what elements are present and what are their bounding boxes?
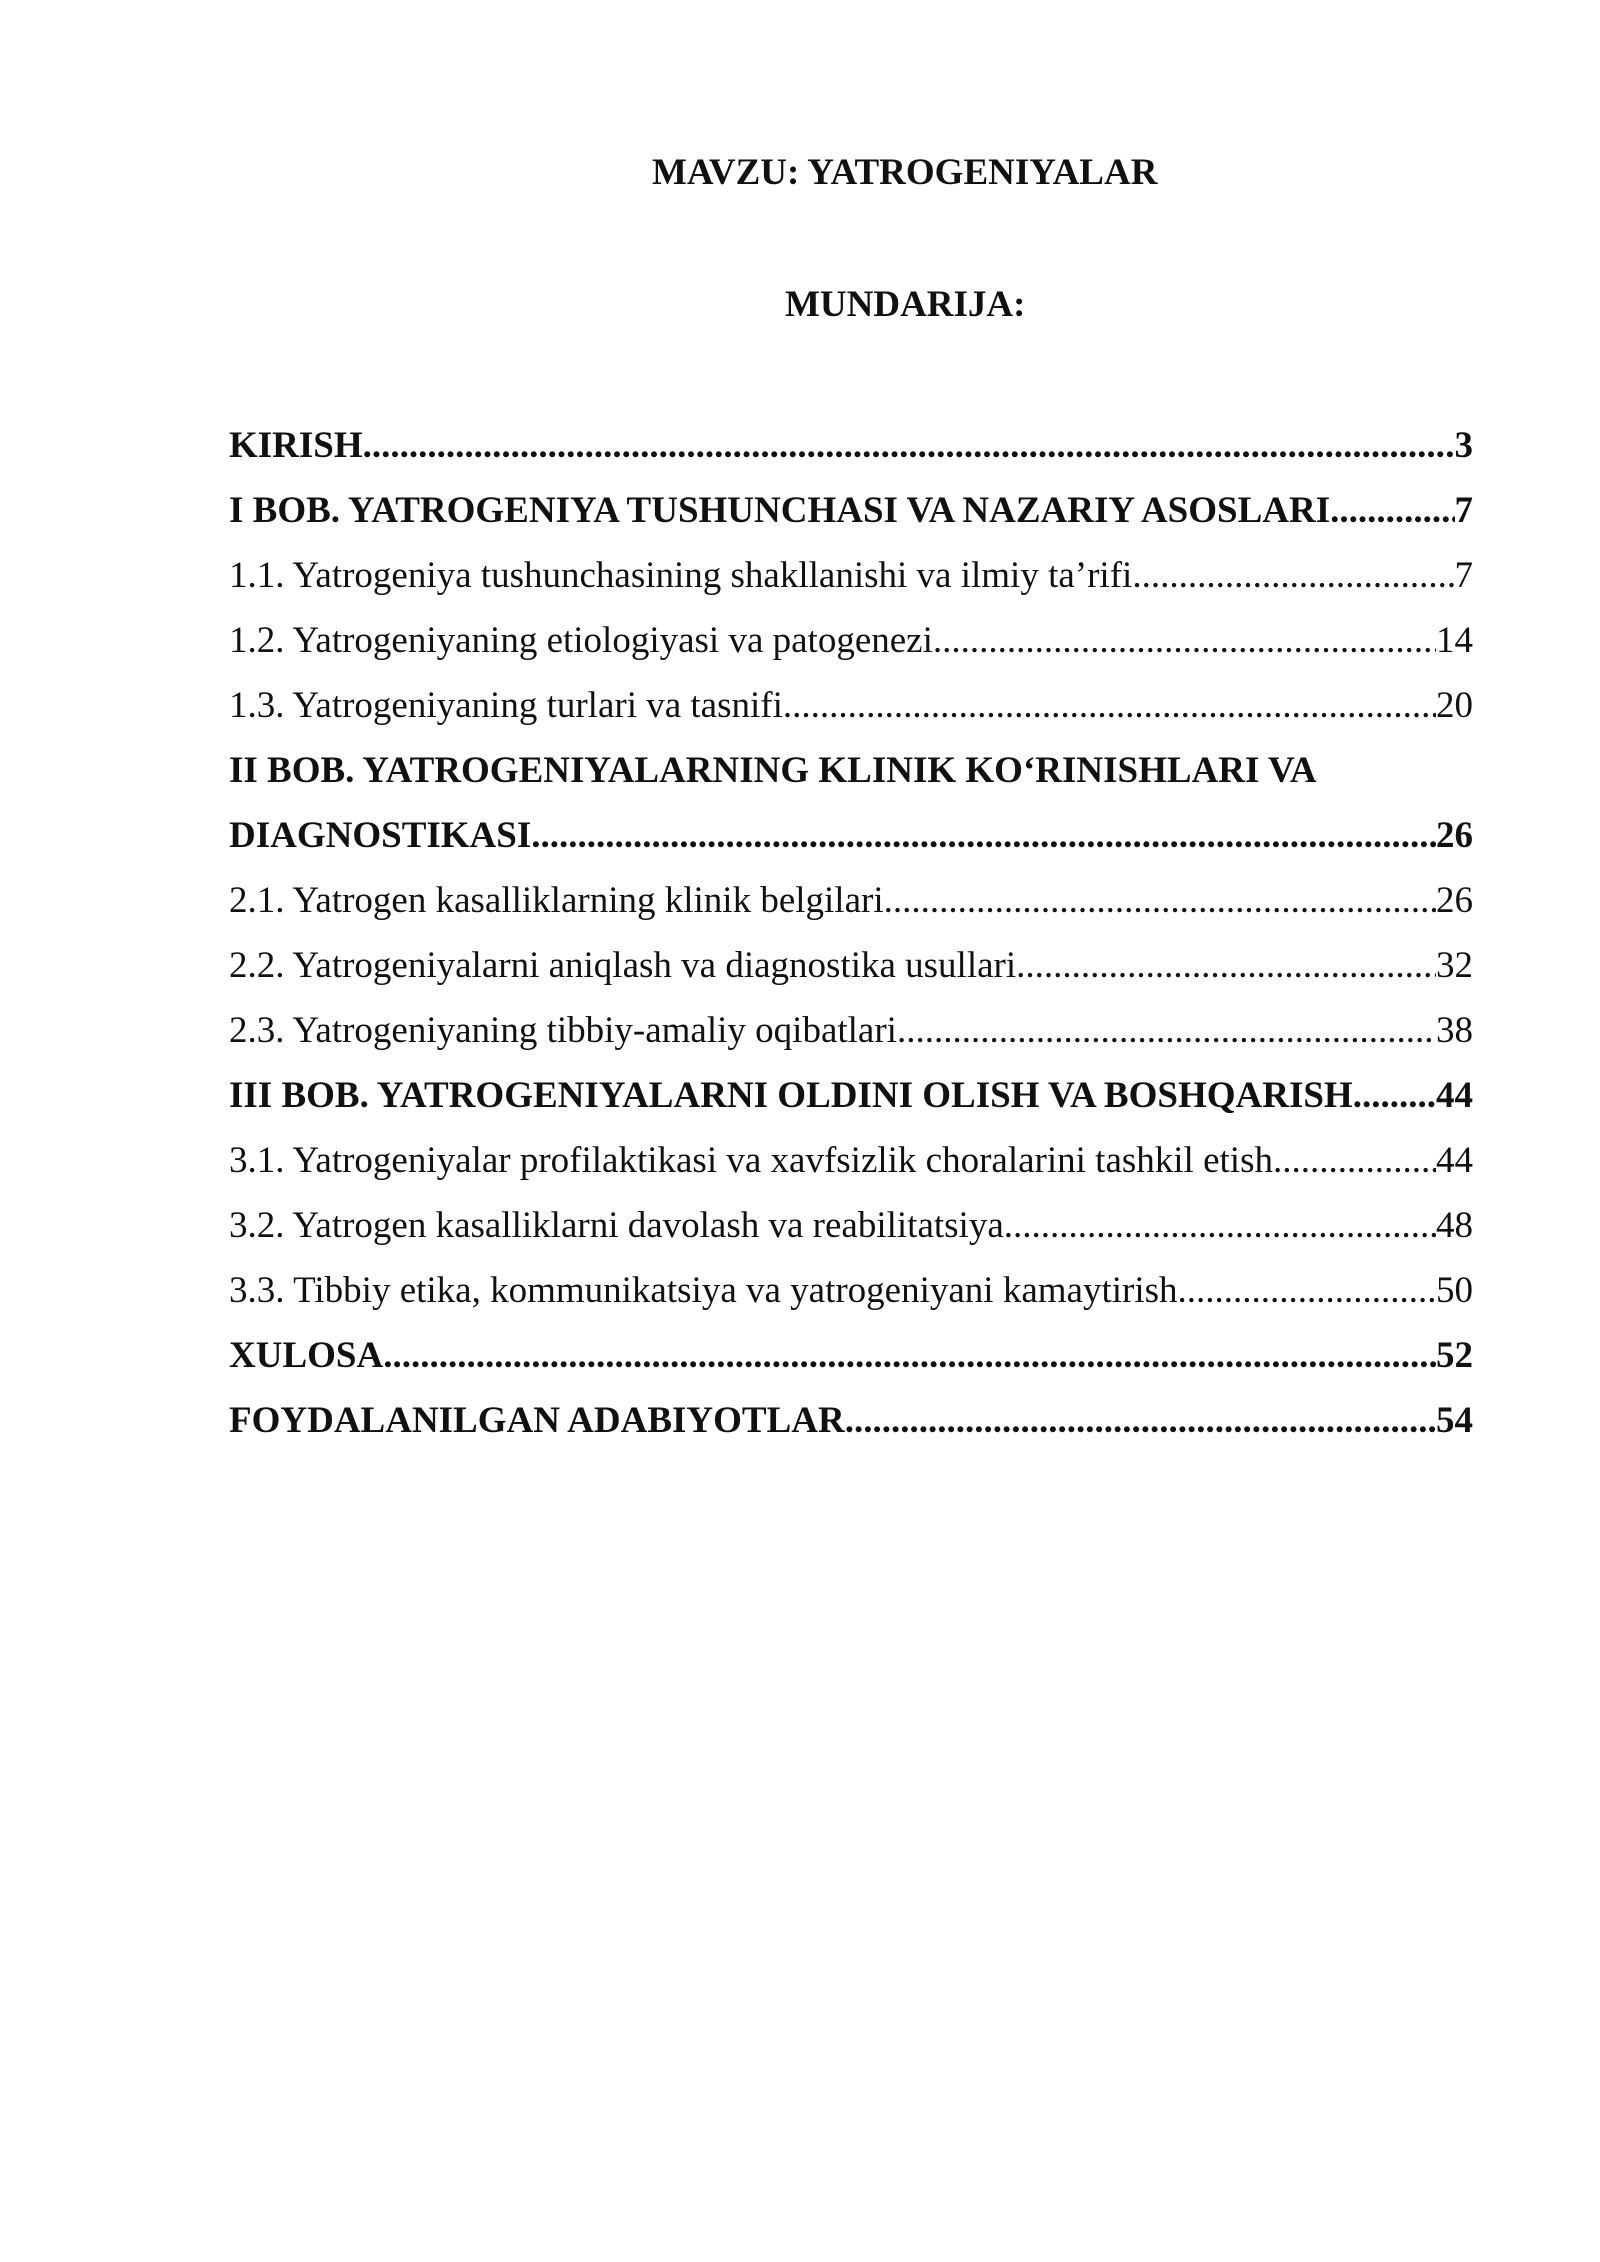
toc-entry-title: 3.1. Yatrogeniyalar profilaktikasi va xavfsizlik choralarini tashkil etish	[229, 1140, 1273, 1181]
toc-page-number: 20	[1436, 685, 1473, 726]
toc-dot-leader	[845, 1388, 1436, 1453]
toc-entry-kirish	[229, 413, 1473, 478]
toc-page-number: 44	[1436, 1140, 1473, 1181]
toc-entry-title: FOYDALANILGAN ADABIYOTLAR	[229, 1400, 845, 1441]
toc-entry-1-3	[229, 673, 1473, 738]
toc-entry-title: KIRISH	[229, 425, 363, 466]
toc-entry-2-1	[229, 868, 1473, 933]
toc-page-number: 26	[1436, 880, 1473, 921]
topic-title: MAVZU: YATROGENIYALAR	[652, 152, 1158, 193]
toc-entry-xulosa	[229, 1323, 1473, 1388]
toc-entry-title: 1.3. Yatrogeniyaning turlari va tasnifi	[229, 685, 783, 726]
toc-page-number: 54	[1436, 1400, 1473, 1441]
toc-page-number: 38	[1436, 1010, 1473, 1051]
toc-page-number: 44	[1436, 1075, 1473, 1116]
toc-entry-2-2	[229, 933, 1473, 998]
toc-entry-title: II BOB. YATROGENIYALARNING KLINIK KO‘RINISHLARI VA	[229, 750, 1317, 791]
toc-page-number: 48	[1436, 1205, 1473, 1246]
toc-entry-title: XULOSA	[229, 1335, 384, 1376]
toc-entry-3-2	[229, 1193, 1473, 1258]
toc-dot-leader	[783, 673, 1436, 738]
toc-entry-title: I BOB. YATROGENIYA TUSHUNCHASI VA NAZARIY ASOSLARI	[229, 490, 1331, 531]
toc-entry-chapter-2-line1	[229, 738, 1473, 803]
contents-heading: MUNDARIJA:	[785, 284, 1026, 325]
toc-entry-1-2	[229, 608, 1473, 673]
toc-entry-title: 2.2. Yatrogeniyalarni aniqlash va diagnostika usullari	[229, 945, 1017, 986]
toc-entry-title: 3.2. Yatrogen kasalliklarni davolash va reabilitatsiya	[229, 1205, 1004, 1246]
toc-dot-leader	[933, 608, 1436, 673]
toc-page-number: 32	[1436, 945, 1473, 986]
toc-dot-leader	[363, 413, 1446, 478]
toc-dot-leader	[1330, 478, 1454, 543]
toc-entry-title: III BOB. YATROGENIYALARNI OLDINI OLISH VA BOSHQARISH	[229, 1075, 1353, 1116]
table-of-contents	[229, 413, 1473, 1453]
toc-entry-chapter-2	[229, 803, 1473, 868]
toc-page-number: 26	[1436, 815, 1473, 856]
toc-entry-1-1	[229, 543, 1473, 608]
toc-entry-chapter-3	[229, 1063, 1473, 1128]
toc-entry-chapter-1	[229, 478, 1473, 543]
toc-dot-leader	[897, 998, 1436, 1063]
toc-entry-title: 1.2. Yatrogeniyaning etiologiyasi va patogenezi	[229, 620, 933, 661]
toc-entry-3-3	[229, 1258, 1473, 1323]
toc-dot-leader	[1178, 1258, 1436, 1323]
toc-dot-leader	[383, 1323, 1436, 1388]
toc-page-number: 14	[1436, 620, 1473, 661]
toc-entry-title: 1.1. Yatrogeniya tushunchasining shakllanishi va ilmiy ta’rifi	[229, 555, 1133, 596]
toc-dot-leader	[884, 868, 1436, 933]
toc-page-number: 7	[1454, 555, 1473, 596]
toc-entry-title: DIAGNOSTIKASI	[229, 815, 532, 856]
toc-page-number: 52	[1436, 1335, 1473, 1376]
toc-entry-title: 2.3. Yatrogeniyaning tibbiy-amaliy oqibatlari	[229, 1010, 897, 1051]
toc-dot-leader	[1353, 1063, 1436, 1128]
toc-entry-3-1	[229, 1128, 1473, 1193]
toc-page-number: .3	[1445, 425, 1473, 466]
toc-page-number: 7	[1454, 490, 1473, 531]
toc-dot-leader	[531, 803, 1436, 868]
toc-page-number: 50	[1436, 1270, 1473, 1311]
toc-dot-leader	[1273, 1128, 1436, 1193]
toc-entry-references	[229, 1388, 1473, 1453]
toc-entry-title: 2.1. Yatrogen kasalliklarning klinik belgilari	[229, 880, 884, 921]
toc-dot-leader	[1004, 1193, 1436, 1258]
toc-entry-2-3	[229, 998, 1473, 1063]
toc-entry-title: 3.3. Tibbiy etika, kommunikatsiya va yatrogeniyani kamaytirish	[229, 1270, 1178, 1311]
toc-dot-leader	[1132, 543, 1454, 608]
toc-dot-leader	[1016, 933, 1436, 998]
